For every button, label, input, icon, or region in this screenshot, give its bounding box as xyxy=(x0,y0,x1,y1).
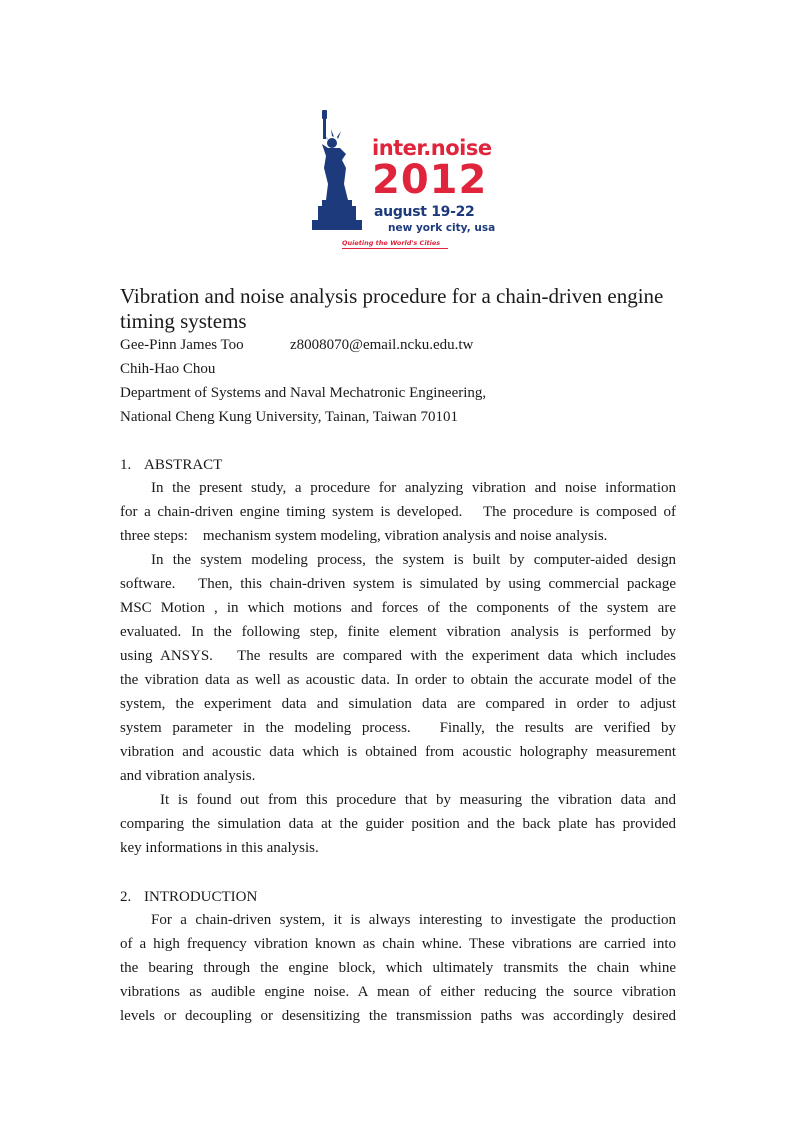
text-line: system, the experiment data and simulation data are compared in order to adjust xyxy=(120,696,676,712)
statue-of-liberty-icon xyxy=(308,108,378,238)
text-line: In the system modeling process, the system is built by computer-aided design xyxy=(151,552,676,568)
section-heading-introduction xyxy=(120,888,257,906)
text-line: key informations in this analysis. xyxy=(120,840,319,856)
logo-year: 2012 xyxy=(372,157,488,203)
affiliation-line: National Cheng Kung University, Tainan, Taiwan 70101 xyxy=(120,409,458,425)
text-line: the bearing through the engine block, which ultimately transmits the chain whine xyxy=(120,960,676,976)
text-line: levels or decoupling or desensitizing the transmission paths was accordingly desired xyxy=(120,1008,676,1024)
text-line: vibrations as audible engine noise. A mean of either reducing the source vibration xyxy=(120,984,676,1000)
text-line: In the present study, a procedure for analyzing vibration and noise information xyxy=(151,480,676,496)
logo-conference-name: inter.noise xyxy=(372,136,492,160)
logo-underline xyxy=(342,248,448,249)
text-line: It is found out from this procedure that by measuring the vibration data and xyxy=(160,792,676,808)
paper-title: Vibration and noise analysis procedure for a chain-driven engine timing systems xyxy=(120,284,664,333)
section-number: 2. xyxy=(120,889,132,905)
text-line: MSC Motion , in which motions and forces of the components of the system are xyxy=(120,600,676,616)
abstract-paragraph xyxy=(120,548,676,788)
logo-dates: august 19-22 xyxy=(374,204,475,220)
section-title: INTRODUCTION xyxy=(144,889,258,905)
text-line: system parameter in the modeling process. Finally, the results are verified by xyxy=(120,720,676,736)
author-name: Chih-Hao Chou xyxy=(120,361,216,377)
text-line: software. Then, this chain-driven system is simulated by using commercial package xyxy=(120,576,676,592)
abstract-paragraph xyxy=(120,476,676,548)
text-line: For a chain-driven system, it is always interesting to investigate the production xyxy=(151,912,676,928)
text-line: comparing the simulation data at the guider position and the back plate has provided xyxy=(120,816,676,832)
introduction-paragraph xyxy=(120,908,676,1028)
text-line: vibration and acoustic data which is obtained from acoustic holography measurement xyxy=(120,744,676,760)
conference-logo xyxy=(308,108,496,256)
text-line: three steps: mechanism system modeling, vibration analysis and noise analysis. xyxy=(120,528,608,544)
affiliation-line: Department of Systems and Naval Mechatronic Engineering, xyxy=(120,385,487,401)
section-title: ABSTRACT xyxy=(144,457,223,473)
text-line: of a high frequency vibration known as chain whine. These vibrations are carried into xyxy=(120,936,676,952)
text-line: for a chain-driven engine timing system is developed. The procedure is composed of xyxy=(120,504,676,520)
section-heading-abstract xyxy=(120,456,222,474)
section-number: 1. xyxy=(120,457,132,473)
logo-tagline: Quieting the World's Cities xyxy=(342,239,441,247)
text-line: evaluated. In the following step, finite element vibration analysis is performed by xyxy=(120,624,676,640)
text-line: the vibration data as well as acoustic data. In order to obtain the accurate model of the xyxy=(120,672,676,688)
text-line: and vibration analysis. xyxy=(120,768,256,784)
author-email: z8008070@email.ncku.edu.tw xyxy=(290,337,474,353)
text-line: using ANSYS. The results are compared with the experiment data which includes xyxy=(120,648,676,664)
abstract-paragraph xyxy=(120,788,676,860)
logo-city: new york city, usa xyxy=(388,222,496,234)
author-name: Gee-Pinn James Too xyxy=(120,337,244,353)
